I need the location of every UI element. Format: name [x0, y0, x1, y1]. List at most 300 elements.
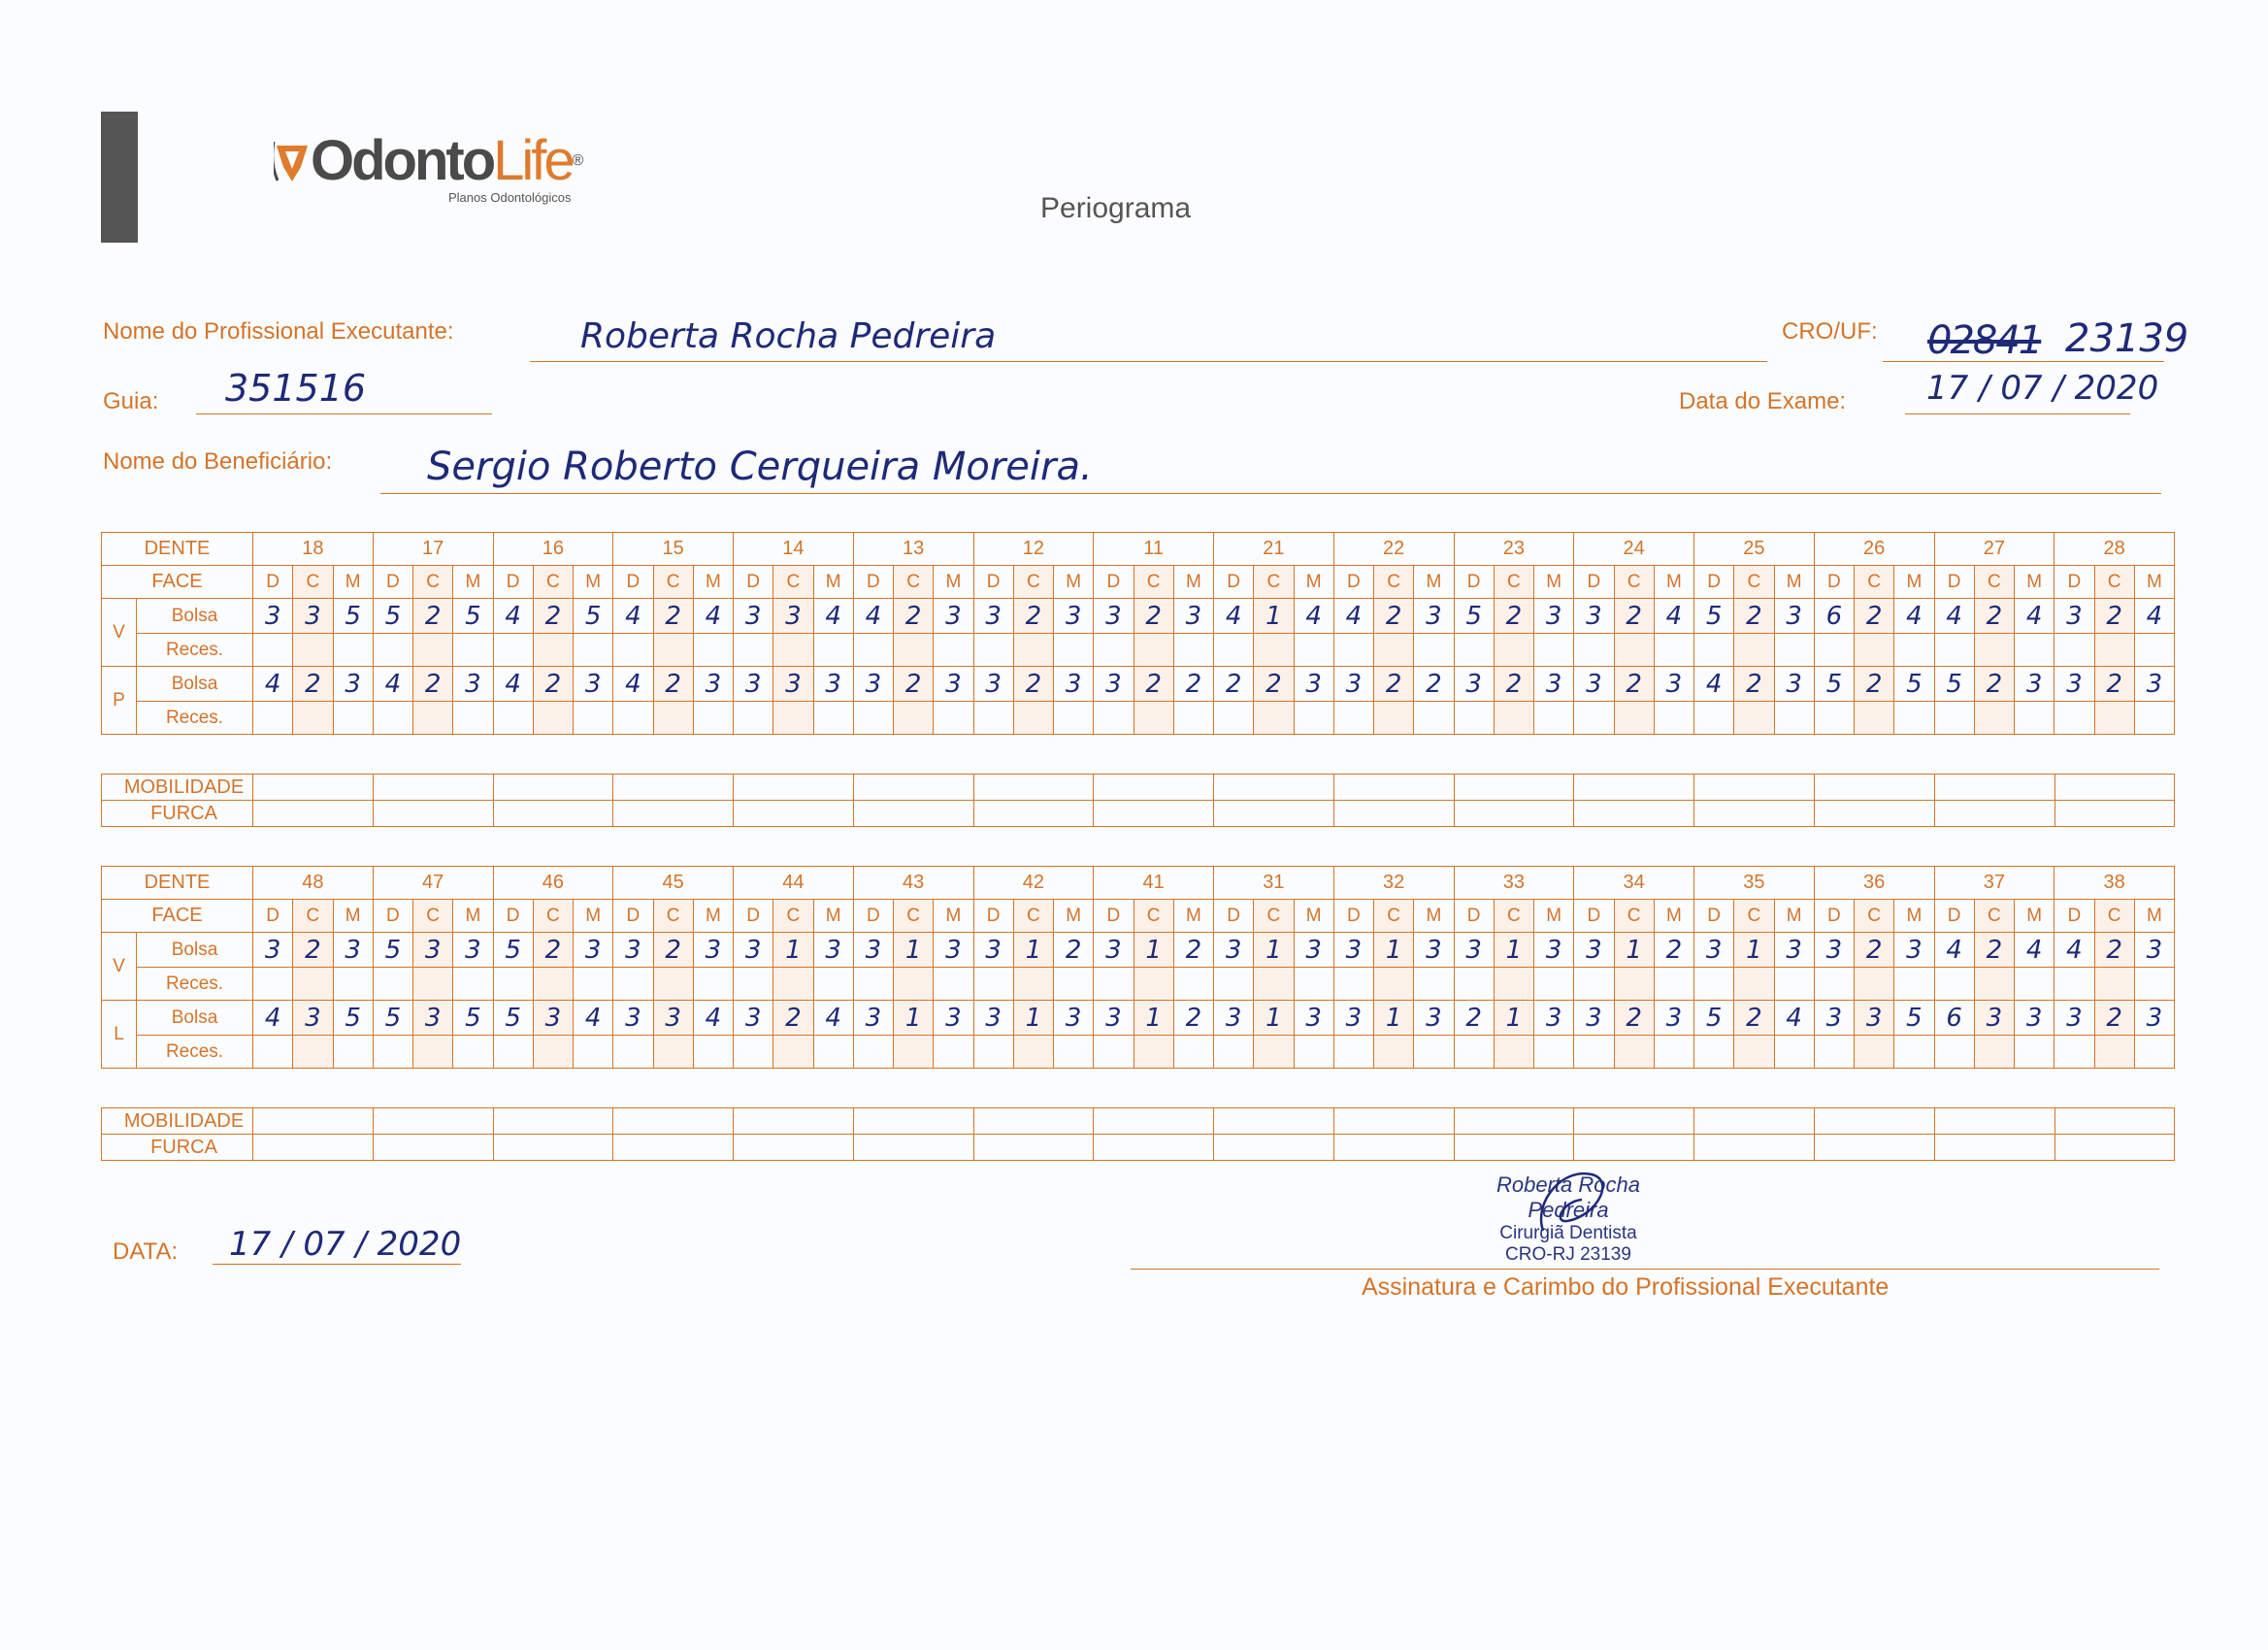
face-letter: M	[2134, 566, 2174, 599]
recession-value	[1974, 634, 2014, 667]
furca-cell	[1454, 801, 1574, 827]
recession-value	[413, 1036, 453, 1069]
bolsa-value: 3	[1894, 933, 1934, 968]
bolsa-value: 3	[813, 667, 853, 702]
recession-value	[853, 1036, 893, 1069]
furca-cell	[1814, 801, 1934, 827]
bolsa-value: 5	[373, 933, 412, 968]
face-letter: C	[1013, 900, 1053, 933]
recession-value	[1013, 634, 1053, 667]
furca-cell	[1094, 1135, 1214, 1161]
side-label: L	[102, 1001, 137, 1069]
face-letter: C	[293, 566, 333, 599]
recession-value	[1294, 702, 1333, 735]
recession-value	[1333, 1036, 1373, 1069]
bolsa-value: 5	[1894, 1001, 1934, 1036]
recession-value	[1494, 1036, 1533, 1069]
face-letter: M	[1294, 900, 1333, 933]
bolsa-value: 3	[934, 667, 973, 702]
tooth-number: 45	[613, 867, 734, 900]
recession-value	[493, 702, 533, 735]
recession-value	[934, 634, 973, 667]
bolsa-value: 3	[413, 933, 453, 968]
recession-value	[1134, 968, 1173, 1001]
bolsa-value: 3	[1774, 933, 1814, 968]
recession-value	[894, 702, 934, 735]
recession-value	[1094, 968, 1134, 1001]
recession-value	[333, 968, 373, 1001]
recession-value	[693, 968, 733, 1001]
recession-label: Reces.	[137, 1036, 253, 1069]
tooth-number: 26	[1814, 533, 1934, 566]
bolsa-value: 3	[253, 933, 293, 968]
face-letter: C	[413, 566, 453, 599]
bolsa-value: 3	[1294, 667, 1333, 702]
bolsa-value: 4	[1934, 933, 1974, 968]
recession-value	[2094, 634, 2134, 667]
recession-value	[493, 968, 533, 1001]
signature-caption: Assinatura e Carimbo do Profissional Executante	[1362, 1273, 1890, 1301]
recession-value	[533, 634, 573, 667]
recession-value	[253, 1036, 293, 1069]
recession-value	[1254, 1036, 1294, 1069]
bolsa-value: 3	[1534, 1001, 1574, 1036]
odontolife-logo	[274, 129, 581, 205]
recession-value	[533, 1036, 573, 1069]
recession-value	[773, 702, 813, 735]
face-letter: M	[1654, 900, 1693, 933]
recession-value	[1333, 634, 1373, 667]
tooth-number: 46	[493, 867, 613, 900]
recession-value	[1654, 634, 1693, 667]
recession-value	[1414, 634, 1454, 667]
bolsa-label: Bolsa	[137, 933, 253, 968]
face-letter: C	[894, 566, 934, 599]
bolsa-value: 2	[1855, 599, 1894, 634]
guia-underline	[196, 413, 492, 414]
recession-value	[1934, 968, 1974, 1001]
bolsa-value: 3	[2134, 667, 2174, 702]
face-letter: C	[894, 900, 934, 933]
face-letter: M	[1173, 566, 1213, 599]
tooth-number: 12	[973, 533, 1094, 566]
bolsa-value: 4	[373, 667, 412, 702]
furca-cell	[1934, 801, 2054, 827]
face-letter: D	[853, 566, 893, 599]
bolsa-value: 4	[253, 1001, 293, 1036]
recession-value	[1214, 702, 1254, 735]
recession-value	[894, 1036, 934, 1069]
recession-value	[1294, 968, 1333, 1001]
recession-value	[1214, 1036, 1254, 1069]
recession-value	[2094, 702, 2134, 735]
bolsa-value: 6	[1814, 599, 1854, 634]
furca-cell	[1694, 801, 1815, 827]
recession-value	[2054, 968, 2094, 1001]
bolsa-value: 4	[1333, 599, 1373, 634]
recession-value	[653, 634, 693, 667]
recession-value	[613, 634, 653, 667]
furca-cell	[613, 1135, 734, 1161]
furca-cell	[253, 801, 374, 827]
recession-value	[934, 702, 973, 735]
furca-cell	[613, 801, 734, 827]
face-letter: D	[1814, 900, 1854, 933]
tooth-number: 23	[1454, 533, 1574, 566]
bolsa-value: 4	[493, 599, 533, 634]
bolsa-value: 3	[693, 933, 733, 968]
bolsa-value: 3	[973, 1001, 1013, 1036]
bolsa-value: 3	[1574, 1001, 1614, 1036]
bolsa-value: 2	[1614, 667, 1654, 702]
bolsa-value: 3	[973, 599, 1013, 634]
recession-value	[813, 968, 853, 1001]
bolsa-value: 3	[1814, 933, 1854, 968]
bolsa-value: 4	[574, 1001, 613, 1036]
recession-value	[734, 702, 773, 735]
bolsa-value: 2	[1974, 667, 2014, 702]
recession-value	[1614, 634, 1654, 667]
face-letter: D	[1333, 566, 1373, 599]
mobilidade-cell	[734, 775, 854, 801]
bolsa-value: 1	[894, 933, 934, 968]
mobilidade-cell	[613, 1108, 734, 1135]
bolsa-value: 3	[574, 933, 613, 968]
bolsa-value: 2	[653, 933, 693, 968]
bolsa-value: 3	[2015, 667, 2054, 702]
bolsa-value: 3	[1774, 667, 1814, 702]
furca-cell	[1214, 801, 1334, 827]
recession-value	[693, 702, 733, 735]
recession-value	[1974, 702, 2014, 735]
face-letter: C	[1494, 900, 1533, 933]
recession-value	[574, 634, 613, 667]
signature-scribble	[1524, 1163, 1630, 1240]
recession-value	[2134, 1036, 2174, 1069]
bolsa-label: Bolsa	[137, 667, 253, 702]
bolsa-value: 4	[1294, 599, 1333, 634]
face-letter: D	[1214, 566, 1254, 599]
recession-value	[1173, 1036, 1213, 1069]
bolsa-value: 3	[253, 599, 293, 634]
bolsa-value: 3	[773, 599, 813, 634]
bolsa-value: 1	[1254, 933, 1294, 968]
bolsa-value: 3	[1294, 1001, 1333, 1036]
recession-value	[1654, 702, 1693, 735]
tooth-number: 28	[2054, 533, 2175, 566]
bolsa-value: 2	[1734, 599, 1774, 634]
recession-value	[253, 702, 293, 735]
bolsa-value: 3	[533, 1001, 573, 1036]
bolsa-value: 1	[1254, 599, 1294, 634]
bolsa-value: 4	[253, 667, 293, 702]
face-letter: C	[1614, 900, 1654, 933]
recession-value	[453, 634, 493, 667]
recession-value	[1694, 1036, 1734, 1069]
face-letter: C	[1134, 900, 1173, 933]
tooth-number: 15	[613, 533, 734, 566]
bolsa-value: 5	[1814, 667, 1854, 702]
lower-mobility-table	[101, 1107, 2175, 1161]
recession-value	[1534, 1036, 1574, 1069]
recession-value	[2015, 1036, 2054, 1069]
bolsa-value: 3	[613, 933, 653, 968]
bolsa-value: 2	[293, 667, 333, 702]
recession-value	[1774, 634, 1814, 667]
bolsa-value: 2	[1454, 1001, 1494, 1036]
mobilidade-cell	[853, 1108, 973, 1135]
recession-value	[2134, 968, 2174, 1001]
recession-value	[1134, 634, 1173, 667]
recession-value	[1454, 634, 1494, 667]
face-letter: D	[1454, 566, 1494, 599]
bolsa-value: 3	[773, 667, 813, 702]
data-label: DATA:	[113, 1238, 179, 1265]
bolsa-value: 4	[1774, 1001, 1814, 1036]
recession-value	[734, 634, 773, 667]
furca-cell	[1934, 1135, 2054, 1161]
tooth-number: 14	[734, 533, 854, 566]
face-letter: D	[373, 900, 412, 933]
recession-value	[653, 968, 693, 1001]
recession-value	[653, 1036, 693, 1069]
face-letter: C	[1254, 900, 1294, 933]
tooth-number: 22	[1333, 533, 1454, 566]
bolsa-value: 3	[333, 667, 373, 702]
recession-value	[413, 968, 453, 1001]
bolsa-value: 3	[1173, 599, 1213, 634]
bolsa-value: 2	[1974, 933, 2014, 968]
recession-value	[1374, 634, 1414, 667]
furca-cell	[853, 801, 973, 827]
mobilidade-cell	[1934, 775, 2054, 801]
recession-value	[253, 634, 293, 667]
bolsa-value: 3	[734, 933, 773, 968]
face-letter: D	[1214, 900, 1254, 933]
tooth-number: 43	[853, 867, 973, 900]
recession-value	[293, 634, 333, 667]
bolsa-value: 2	[1173, 667, 1213, 702]
bolsa-value: 3	[1574, 933, 1614, 968]
tooth-number: 32	[1333, 867, 1454, 900]
bolsa-value: 1	[773, 933, 813, 968]
face-letter: D	[1454, 900, 1494, 933]
recession-value	[1855, 1036, 1894, 1069]
bolsa-value: 3	[2054, 599, 2094, 634]
tooth-number: 37	[1934, 867, 2054, 900]
recession-value	[1814, 702, 1854, 735]
face-letter: C	[1374, 900, 1414, 933]
recession-value	[1374, 1036, 1414, 1069]
mobilidade-cell	[1094, 1108, 1214, 1135]
bolsa-value: 3	[2134, 1001, 2174, 1036]
mobilidade-cell	[1454, 1108, 1574, 1135]
tooth-number: 16	[493, 533, 613, 566]
bolsa-value: 2	[1374, 599, 1414, 634]
face-letter: D	[1094, 566, 1134, 599]
recession-value	[2134, 702, 2174, 735]
face-letter: D	[1934, 900, 1974, 933]
bolsa-value: 2	[1214, 667, 1254, 702]
furca-cell	[734, 801, 854, 827]
bolsa-value: 5	[1934, 667, 1974, 702]
recession-value	[1013, 702, 1053, 735]
tooth-number: 21	[1214, 533, 1334, 566]
recession-value	[1333, 702, 1373, 735]
recession-value	[1574, 1036, 1614, 1069]
recession-value	[1855, 634, 1894, 667]
face-letter: M	[934, 900, 973, 933]
recession-value	[1173, 702, 1213, 735]
mobilidade-cell	[373, 1108, 493, 1135]
face-letter: M	[1654, 566, 1693, 599]
face-letter: M	[1054, 566, 1094, 599]
recession-value	[653, 702, 693, 735]
bolsa-value: 5	[493, 933, 533, 968]
recession-value	[1294, 1036, 1333, 1069]
bolsa-value: 3	[2015, 1001, 2054, 1036]
bolsa-value: 1	[1013, 933, 1053, 968]
mobilidade-cell	[1814, 775, 1934, 801]
side-label: P	[102, 667, 137, 735]
recession-value	[453, 702, 493, 735]
recession-value	[1094, 702, 1134, 735]
recession-value	[493, 634, 533, 667]
face-letter: C	[773, 900, 813, 933]
furca-cell	[1333, 1135, 1454, 1161]
recession-value	[613, 702, 653, 735]
bolsa-value: 2	[2094, 1001, 2134, 1036]
tooth-number: 36	[1814, 867, 1934, 900]
recession-value	[1974, 1036, 2014, 1069]
face-letter: M	[1774, 900, 1814, 933]
bolsa-value: 5	[493, 1001, 533, 1036]
bolsa-value: 2	[2094, 599, 2134, 634]
bolsa-value: 3	[1333, 933, 1373, 968]
recession-value	[1414, 1036, 1454, 1069]
bolsa-value: 3	[613, 1001, 653, 1036]
face-letter: D	[853, 900, 893, 933]
beneficiario-value: Sergio Roberto Cerqueira Moreira.	[427, 445, 1093, 489]
recession-value	[693, 634, 733, 667]
face-letter: D	[1814, 566, 1854, 599]
face-letter: D	[1694, 900, 1734, 933]
bolsa-value: 4	[693, 1001, 733, 1036]
face-letter: M	[1414, 566, 1454, 599]
recession-value	[1774, 968, 1814, 1001]
mobilidade-cell	[1934, 1108, 2054, 1135]
recession-value	[1574, 968, 1614, 1001]
bolsa-value: 3	[853, 933, 893, 968]
furca-cell	[734, 1135, 854, 1161]
bolsa-value: 5	[453, 1001, 493, 1036]
face-letter: D	[2054, 900, 2094, 933]
bolsa-value: 3	[934, 933, 973, 968]
face-letter: D	[734, 900, 773, 933]
recession-value	[1855, 702, 1894, 735]
recession-value	[1855, 968, 1894, 1001]
tooth-number: 11	[1094, 533, 1214, 566]
face-letter: D	[493, 900, 533, 933]
bolsa-value: 3	[973, 667, 1013, 702]
recession-value	[1454, 702, 1494, 735]
bolsa-value: 2	[413, 667, 453, 702]
recession-value	[613, 1036, 653, 1069]
mobilidade-label: MOBILIDADE	[102, 775, 253, 801]
bolsa-value: 4	[2015, 599, 2054, 634]
stamp-cro: CRO-RJ 23139	[1505, 1244, 1631, 1265]
beneficiario-underline	[380, 493, 2161, 494]
recession-value	[1054, 634, 1094, 667]
bolsa-value: 4	[1934, 599, 1974, 634]
recession-value	[734, 968, 773, 1001]
furca-cell	[373, 1135, 493, 1161]
face-letter: C	[1254, 566, 1294, 599]
beneficiario-label: Nome do Beneficiário:	[103, 448, 333, 475]
mobilidade-cell	[1333, 775, 1454, 801]
face-letter: D	[973, 566, 1013, 599]
recession-value	[1534, 634, 1574, 667]
face-header-cell: FACE	[102, 900, 253, 933]
recession-value	[293, 702, 333, 735]
face-letter: D	[613, 566, 653, 599]
bolsa-value: 2	[1173, 1001, 1213, 1036]
bolsa-value: 3	[1333, 667, 1373, 702]
bolsa-value: 3	[653, 1001, 693, 1036]
bolsa-value: 1	[1134, 1001, 1173, 1036]
bolsa-value: 3	[1214, 1001, 1254, 1036]
bolsa-label: Bolsa	[137, 599, 253, 634]
recession-value	[734, 1036, 773, 1069]
recession-value	[973, 968, 1013, 1001]
bolsa-value: 3	[1654, 667, 1693, 702]
bolsa-value: 2	[1614, 599, 1654, 634]
bolsa-value: 3	[453, 667, 493, 702]
face-letter: D	[2054, 566, 2094, 599]
face-letter: D	[613, 900, 653, 933]
face-letter: D	[253, 566, 293, 599]
recession-value	[2054, 634, 2094, 667]
face-letter: C	[293, 900, 333, 933]
recession-value	[1614, 1036, 1654, 1069]
mobilidade-cell	[1814, 1108, 1934, 1135]
recession-value	[1374, 702, 1414, 735]
dente-header-cell: DENTE	[102, 533, 253, 566]
signature-line	[1131, 1269, 2159, 1270]
bolsa-value: 3	[1534, 667, 1574, 702]
upper-periogram-table	[101, 532, 2175, 735]
face-letter: M	[1173, 900, 1213, 933]
bolsa-value: 2	[1013, 667, 1053, 702]
furca-cell	[1214, 1135, 1334, 1161]
face-letter: C	[533, 900, 573, 933]
bolsa-value: 2	[533, 667, 573, 702]
mobilidade-label: MOBILIDADE	[102, 1108, 253, 1135]
recession-label: Reces.	[137, 634, 253, 667]
bolsa-value: 3	[293, 599, 333, 634]
recession-value	[1734, 968, 1774, 1001]
bolsa-value: 4	[693, 599, 733, 634]
recession-value	[813, 702, 853, 735]
tooth-number: 34	[1574, 867, 1694, 900]
face-letter: M	[693, 566, 733, 599]
recession-value	[1574, 702, 1614, 735]
recession-value	[2094, 1036, 2134, 1069]
recession-value	[1734, 1036, 1774, 1069]
bolsa-value: 3	[1414, 933, 1454, 968]
recession-value	[813, 1036, 853, 1069]
face-letter: C	[773, 566, 813, 599]
